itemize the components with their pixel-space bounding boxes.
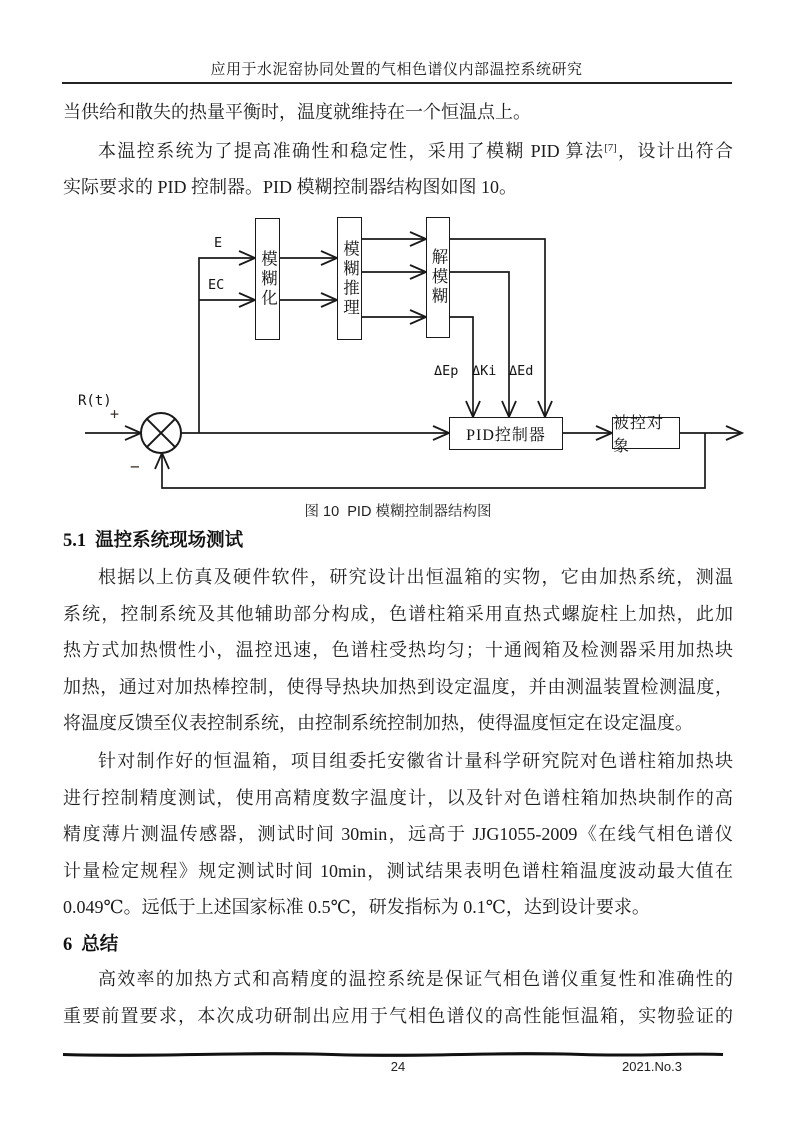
- section-6-heading: [63, 931, 733, 958]
- text-run: ，设计出符合: [616, 140, 733, 161]
- block-plant: [612, 415, 680, 455]
- label-e: E: [214, 235, 223, 251]
- running-head-title: 应用于水泥窑协同处置的气相色谱仪内部温控系统研究: [210, 62, 583, 78]
- minus-sign: −: [130, 457, 140, 476]
- text-line: 针对制作好的恒温箱，项目组委托安徽省计量科学研究院对色谱柱箱加热块: [98, 751, 733, 771]
- delta-ed-line: [450, 239, 545, 417]
- diagram-wires: [0, 210, 793, 505]
- text-line: 实际要求的 PID 控制器。PID 模糊控制器结构图如图 10。: [63, 177, 518, 197]
- text-line: 根据以上仿真及硬件软件，研究设计出恒温箱的实物，它由加热系统，测温: [98, 567, 733, 587]
- text-line: 热方式加热惯性小，温控迅速，色谱柱受热均匀；十通阀箱及检测器采用加热块: [63, 640, 733, 660]
- label-delta-ed: ΔEd: [509, 363, 534, 379]
- section-5-1-heading: [63, 527, 733, 554]
- block-inference: [337, 217, 362, 340]
- block-defuzzify: [426, 217, 450, 338]
- block-label: 模糊化: [258, 249, 278, 309]
- section-6-paragraph-1: [63, 961, 733, 1034]
- text-line: 计量检定规程》规定测试时间 10min，测试结果表明色谱柱箱温度波动最大值在: [63, 860, 733, 881]
- label-delta-ep: ΔEp: [434, 363, 459, 379]
- figure-10-diagram: [0, 210, 793, 505]
- block-label: 被控对象: [613, 415, 665, 455]
- section-number: 5.1: [63, 531, 87, 551]
- header-rule: [62, 82, 732, 84]
- footer-rule: [62, 1050, 724, 1059]
- text-line: 精度薄片测温传感器，测试时间 30min，远高于 JJG1055-2009《在线气相色谱仪: [63, 824, 733, 844]
- section-number: 6: [63, 935, 73, 955]
- footer-issue: 2021.No.3: [622, 1059, 682, 1074]
- block-label: 模糊推理: [340, 239, 360, 318]
- text-line: 当供给和散失的热量平衡时，温度就维持在一个恒温点上。: [63, 102, 531, 122]
- text-line: 加热，通过对加热棒控制，使得导热块加热到设定温度，并由测温装置检测温度，: [63, 676, 733, 697]
- block-label: PID控制器: [466, 427, 546, 444]
- text-run: 本温控系统为了提高准确性和稳定性，采用了模糊 PID 算法: [98, 140, 605, 161]
- text-line: 重要前置要求，本次成功研制出应用于气相色谱仪的高性能恒温箱，实物验证的: [63, 1005, 733, 1026]
- block-pid-controller: [449, 417, 563, 450]
- section-5-1-paragraph-1: [63, 559, 733, 742]
- label-ec: EC: [208, 277, 225, 293]
- block-fuzzify: [255, 218, 280, 340]
- text-line: [63, 131, 733, 170]
- block-label: 解模糊: [429, 248, 448, 307]
- label-delta-ki: ΔKi: [472, 363, 497, 379]
- label-rt: R(t): [78, 393, 112, 409]
- plus-sign: +: [110, 405, 120, 423]
- text-line: 进行控制精度测试，使用高精度数字温度计，以及针对色谱柱箱加热块制作的高: [63, 787, 733, 808]
- text-line: 系统，控制系统及其他辅助部分构成，色谱柱箱采用直热式螺旋柱上加热，此加: [63, 603, 733, 624]
- section-title: 总结: [81, 933, 119, 954]
- footer-page-number: 24: [390, 1059, 406, 1074]
- text-line: 将温度反馈至仪表控制系统，由控制系统控制加热，使得温度恒定在设定温度。: [63, 713, 693, 733]
- section-title: 温控系统现场测试: [95, 529, 244, 550]
- section-5-1-paragraph-2: [63, 743, 733, 926]
- citation-ref: [7]: [604, 142, 617, 154]
- text-line: 高效率的加热方式和高精度的温控系统是保证气相色谱仪重复性和准确性的: [98, 969, 733, 989]
- delta-ki-line: [450, 272, 509, 417]
- intro-paragraphs: [63, 94, 733, 206]
- figure-caption: 图 10 PID 模糊控制器结构图: [304, 504, 492, 520]
- text-line: 0.049℃。远低于上述国家标准 0.5℃，研发指标为 0.1℃，达到设计要求。: [63, 897, 650, 917]
